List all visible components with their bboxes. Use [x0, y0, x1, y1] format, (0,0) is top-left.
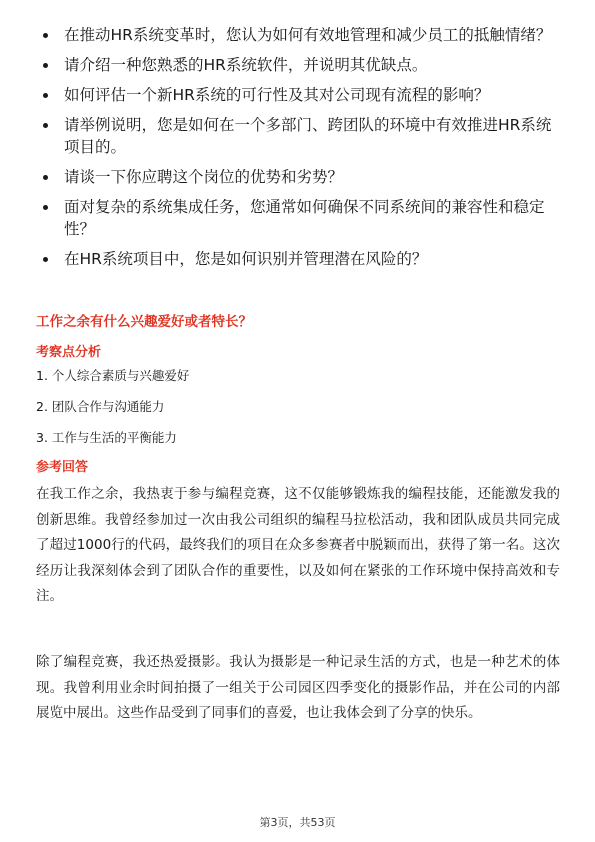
section-title: 工作之余有什么兴趣爱好或者特长？ — [36, 314, 252, 330]
question-item — [40, 114, 560, 158]
question-item — [40, 24, 560, 46]
analysis-item: 3. 工作与生活的平衡能力 — [36, 430, 177, 445]
bullet-dot-icon — [43, 93, 48, 98]
answer-paragraph: 在我工作之余，我热衷于参与编程竞赛，这不仅能够锻炼我的编程技能，还能激发我的创新思维。我曾经参加过一次由我公司组织的编程马拉松活动，我和团队成员共同完成了超过1000行的代码，最终我们的项目在众多参赛者中脱颖而出，获得了第一名。这次经历让我深刻体会到了团队合作的重要性，以及如何在紧张的工作环境中保持高效和专注。 — [36, 486, 560, 604]
bullet-dot-icon — [43, 123, 48, 128]
question-item — [40, 196, 560, 240]
question-text: 请谈一下你应聘这个岗位的优势和劣势？ — [64, 168, 344, 186]
page-number: 第3页，共53页 — [259, 816, 336, 829]
bullet-dot-icon — [43, 175, 48, 180]
answer-heading: 参考回答 — [36, 460, 89, 475]
question-item — [40, 248, 560, 270]
bullet-dot-icon — [43, 63, 48, 68]
answer-paragraph: 除了编程竞赛，我还热爱摄影。我认为摄影是一种记录生活的方式，也是一种艺术的体现。我曾利用业余时间拍摄了一组关于公司园区四季变化的摄影作品，并在公司的内部展览中展出。这些作品受到了同事们的喜爱，也让我体会到了分享的快乐。 — [36, 654, 560, 721]
question-text: 如何评估一个新HR系统的可行性及其对公司现有流程的影响？ — [64, 86, 490, 104]
bullet-dot-icon — [43, 33, 48, 38]
question-text: 面对复杂的系统集成任务，您通常如何确保不同系统间的兼容性和稳定性？ — [64, 198, 545, 238]
bullet-dot-icon — [43, 205, 48, 210]
analysis-list — [36, 366, 189, 459]
question-list — [40, 24, 560, 278]
question-text: 在HR系统项目中，您是如何识别并管理潜在风险的？ — [64, 250, 428, 268]
analysis-heading: 考察点分析 — [36, 345, 102, 360]
question-text: 请举例说明，您是如何在一个多部门、跨团队的环境中有效推进HR系统项目的。 — [64, 116, 552, 156]
question-item — [40, 166, 560, 188]
question-text: 在推动HR系统变革时，您认为如何有效地管理和减少员工的抵触情绪？ — [64, 26, 552, 44]
question-item — [40, 54, 560, 76]
analysis-item: 1. 个人综合素质与兴趣爱好 — [36, 368, 190, 383]
question-item — [40, 84, 560, 106]
bullet-dot-icon — [43, 257, 48, 262]
analysis-item: 2. 团队合作与沟通能力 — [36, 399, 165, 414]
question-text: 请介绍一种您熟悉的HR系统软件，并说明其优缺点。 — [64, 56, 428, 74]
